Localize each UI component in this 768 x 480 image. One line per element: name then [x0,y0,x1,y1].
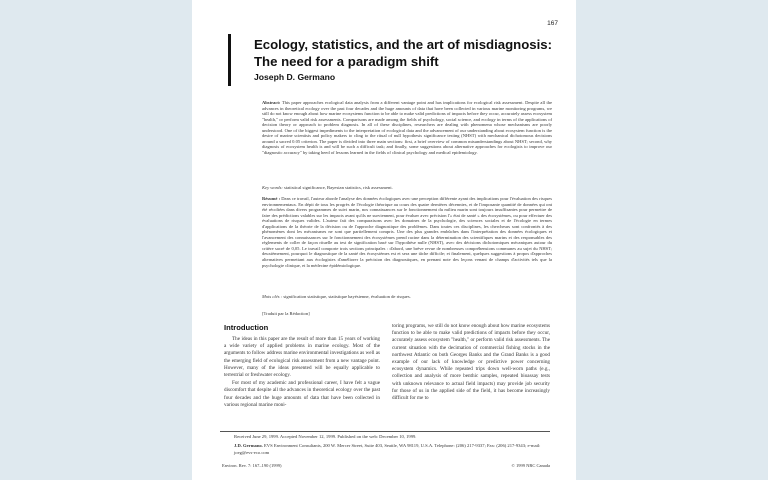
abstract [262,100,552,155]
mots-cles-label: Mots clés : [262,294,283,299]
author-affiliation [234,443,550,456]
copyright: © 1999 NRC Canada [511,463,550,468]
abstract-text: This paper approaches ecological data analysis from a different vantage point and has implications for ecological risk assessment. Despite all the advances in theoretical ecology over the past four decades and the huge amounts of data that have been collected in various marine monitoring programs, we still do not know enough about how marine ecosystems function to be able to make valid predictions of impacts before they occur, accurately assess ecosystem "health," or perform valid risk assessments. Comparisons are made among the fields of psychology, social science, and ecology in terms of the applications of decision theory or approach to problem diagnosis. In all of these disciplines, researchers are dealing with phenomena whose mechanisms are poorly understood. One of the biggest impediments to the interpretation of ecological data and the advancement of our understanding about ecosystem function is the desire of marine scientists and policy makers to cling to the ritual of null hypothesis significance testing (NHST) with mechanical dichotomous decisions around a sacred 0.05 criterion. The paper is divided into three main sections: first, a brief overview of common misunderstandings about NHST; second, why diagnosis of ecosystem health is and will be such a difficult task; and finally, some suggestions about alternative approaches for ecologists to improve our "diagnostic accuracy" by taking heed of lessons learned in the fields of clinical psychology and medical epidemiology. [262,100,553,155]
resume-label: Résumé : [262,196,281,201]
abstract-label: Abstract: [262,100,281,105]
received-dates: Received June 29, 1999. Accepted November 12, 1999. Published on the web: December 10, 1999. [234,434,417,439]
journal-page [192,0,576,480]
article-footnote [234,434,550,456]
title-rule [228,34,231,86]
paragraph: For most of my academic and professional career, I have felt a vague discomfort that despite all the advances in theoretical ecology over the past four decades and the huge amounts of data that have been collected in various regional marine moni- [224,380,380,408]
keywords [262,185,552,190]
article-title: Ecology, statistics, and the art of misdiagnosis: The need for a paradigm shift [254,37,552,69]
journal-reference: Environ. Rev. 7: 167–190 (1999) [222,463,282,468]
section-heading: Introduction [224,323,269,332]
resume [262,196,552,268]
paragraph: The ideas in this paper are the result of more than 15 years of working a wide variety of applied problems in marine ecology. Most of the arguments to follow address marine environmental investigations as well as the emerging field of ecological risk assessment from a new vantage point. However, many of the ideas presented will be equally applicable to terrestrial or freshwater ecology. [224,336,380,379]
author-name: Joseph D. Germano [254,72,336,82]
keywords-text: statistical significance, Bayesian statistics, risk assessment. [284,185,393,190]
affiliation-text: EVS Environment Consultants, 200 W. Mercer Street, Suite 403, Seattle, WA 98119, U.S.A. Telephone: (206) 217-9337; Fax: (206) 217-9343; e-mail: joeg@evs-eco.com [234,443,541,455]
right-column [392,323,550,402]
mots-cles [262,294,552,299]
page-number: 167 [547,20,558,27]
mots-cles-text: signification statistique, statistique bayésienne, évaluation de risques. [283,294,411,299]
paragraph: toring programs, we still do not know enough about how marine ecosystems function to be able to make valid predictions of impacts before they occur, accurately assess ecosystem "health," or perform valid risk assessments. The current situation with the decimation of commercial fishing stocks in the northwest Atlantic on both Georges Banks and the Grand Banks is a good example of our lack of knowledge or predictive power concerning ecosystem dynamics. While repeated trips down well-worn paths (e.g., collection and analysis of more benthic samples, repeated bioassay tests with unknown relevance to actual field impacts) may provide job security for those of us in the applied side of the field, it has become increasingly difficult for me to [392,323,550,402]
resume-text: Dans ce travail, l'auteur aborde l'analyse des données écologiques avec une perception différente ayant des implications pour l'évaluation des risques environnementaux. En dépit de tous les progrès de l'écologie théorique au cours des quatre dernières décennies, et de l'imposante quantité de données qui ont été récoltées dans divers programmes de suivi marin, nos connaissances sur le fonctionnement du milieu marin sont toujours insuffisantes pour permettre de faire des prédictions valables sur les impacts avant qu'ils ne surviennent, pour évaluer avec précision l'« état de santé » des écosystèmes, ou pour effectuer des évaluations de risques valides. L'auteur fait des comparaisons avec les domaines de la psychologie, des sciences sociales et de l'écologie en termes d'applications de la théorie de la décision ou de l'approche diagnostique des problèmes. Dans toutes ces disciplines, les chercheurs sont confrontés à des phénomènes dont les mécanismes ne sont que partiellement compris. Une des plus grandes embûches dans l'interprétation des données écologiques et l'avancement des connaissances sur le fonctionnement des écosystèmes prend racine dans la détermination des scientifiques marins et des responsables des règlements de coller de façon rituelle au test de signification basé sur l'hypothèse nulle (NHST), avec des décisions dichotomiques mécaniques autour du critère sacré de 0,05. Le travail comporte trois sections principales : d'abord, une brève revue de nombreuses compréhensions communes au sujet du NHST; deuxièmement, pourquoi le diagnostique de la santé des écosystèmes est et sera une tâche difficile; et finalement, quelques suggestions à propos d'approches alternatives permettant aux écologistes d'améliorer la précision des diagnostiques, en prenant note des leçons venant de champs d'activités tels que la psychologie clinique, et la médecine épidémiologique. [262,196,553,268]
affiliation-name: J.D. Germano. [234,443,263,449]
keywords-label: Key words: [262,185,283,190]
footer-rule [220,431,550,432]
translator-note: [Traduit par la Rédaction] [262,311,310,316]
left-column [224,336,380,409]
